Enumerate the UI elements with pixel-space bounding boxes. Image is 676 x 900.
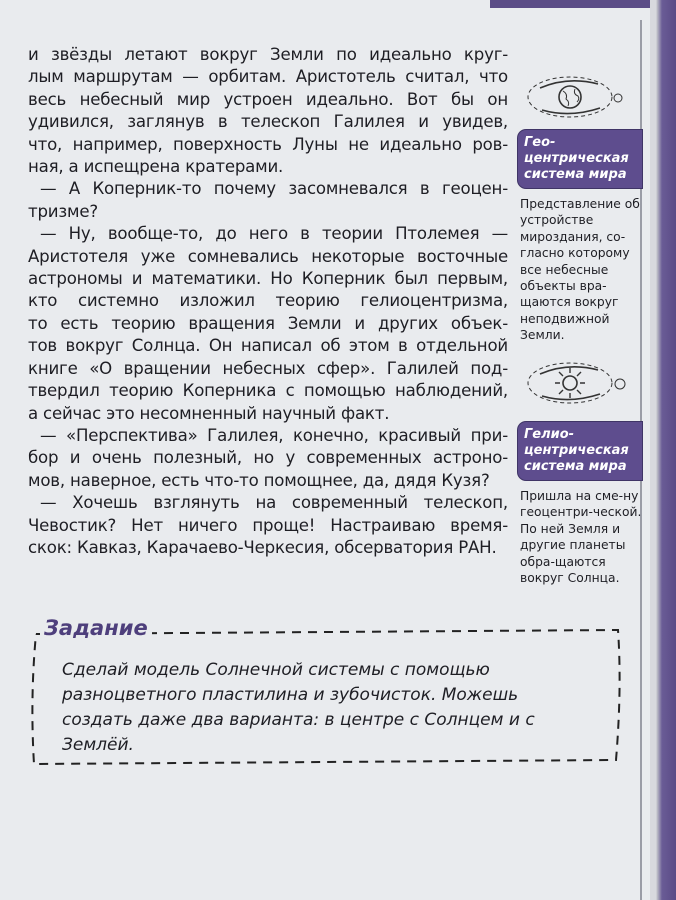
text-line: лым маршрутам — орбитам. Аристотель считал, что: [28, 67, 508, 87]
text-line: удивился, заглянув в телескоп Галилея и увидев,: [28, 112, 508, 132]
task-text: Сделай модель Солнечной системы с помощью разноцветного пластилина и зубочисток. Можешь создать даже два варианта: в центре с Солнцем и с Землёй.: [62, 660, 535, 755]
geocentric-label-text: Гео- центрическая система мира: [524, 135, 629, 182]
geocentric-description: Представление об устройстве мироздания, со-гласно которому все небесные объекты вра-щаются вокруг неподвижной Земли.: [520, 197, 640, 343]
text-line: и звёзды летают вокруг Земли по идеально круг-: [28, 45, 508, 64]
text-line: кто системно изложил теорию гелиоцентризма,: [28, 291, 508, 311]
text-line: твердил теорию Коперника с помощью наблюдений,: [28, 381, 508, 401]
text-line: то есть теорию вращения Земли и других объек-: [28, 313, 508, 333]
text-line: Чевостик? Нет ничего проще! Настраиваю время-: [28, 515, 508, 535]
heliocentric-label: [518, 422, 642, 480]
task-title: Задание: [40, 616, 152, 640]
text-line: ная, а испещрена кратерами.: [28, 157, 284, 177]
sidebar-geocentric: [518, 74, 642, 344]
sidebar-heliocentric: [518, 360, 642, 586]
text-line: — А Коперник-то почему засомневался в геоцен-: [40, 179, 508, 199]
text-line: — Хочешь взглянуть на современный телескоп,: [40, 493, 508, 513]
text-line: скок: Кавказ, Карачаево-Черкесия, обсерватория РАН.: [28, 537, 497, 557]
text-line: а сейчас это несомненный научный факт.: [28, 403, 390, 423]
main-text: [28, 44, 508, 559]
text-line: весь небесный мир устроен идеально. Вот бы он: [28, 89, 508, 109]
heliocentric-label-text: Гелио- центрическая система мира: [524, 427, 629, 474]
text-line: книге «О вращении небесных сфер». Галилей под-: [28, 358, 508, 378]
task-box: [28, 618, 624, 768]
page-side-strip: [650, 0, 676, 900]
text-line: астрономы и математики. Но Коперник был первым,: [28, 269, 508, 289]
text-line: тризме?: [28, 201, 98, 221]
text-line: — «Перспектива» Галилея, конечно, красивый при-: [40, 425, 508, 445]
text-line: тов вокруг Солнца. Он написал об этом в отдельной: [28, 336, 508, 356]
heliocentric-orbit-icon: [518, 360, 642, 406]
page-top-bar: [490, 0, 650, 8]
text-line: — Ну, вообще-то, до него в теории Птолемея —: [40, 224, 508, 244]
text-line: Аристотеля уже сомневались некоторые восточные: [28, 246, 508, 266]
text-line: что, например, поверхность Луны не идеально ров-: [28, 134, 508, 154]
geocentric-orbit-icon: [518, 74, 642, 120]
heliocentric-description: Пришла на сме-ну геоцентри-ческой. По ней Земля и другие планеты обра-щаются вокруг Солнца.: [520, 489, 642, 586]
text-line: мов, наверное, есть что-то помощнее, да, дядя Кузя?: [28, 470, 490, 490]
text-line: бор и очень полезный, но у современных астроно-: [28, 448, 508, 468]
geocentric-label: [518, 130, 642, 188]
